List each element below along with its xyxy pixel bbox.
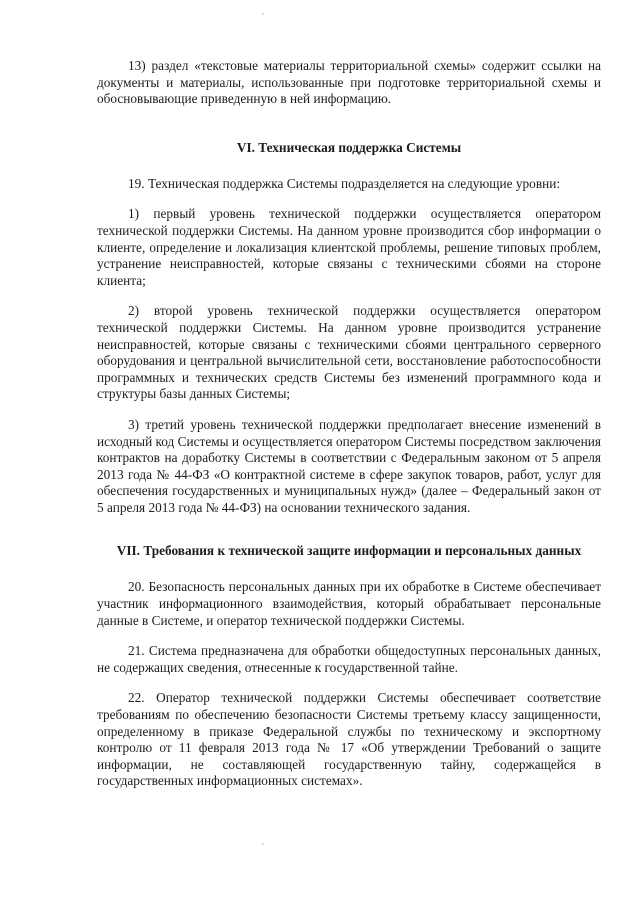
document-body	[97, 58, 601, 790]
paragraph-level-1: 1) первый уровень технической поддержки осуществляется оператором технической поддержки Системы. На данном уровне производится сбор информации о клиенте, определение и локализация клиентской проблемы, решение типовых проблем, устранение неисправностей, которые связаны с техническими сбоями на стороне клиента;	[97, 206, 601, 288]
section-7-heading: VII. Требования к технической защите информации и персональных данных	[116, 543, 582, 559]
paragraph-item-13: 13) раздел «текстовые материалы территориальной схемы» содержит ссылки на документы и материалы, использованные при подготовке территориальной схемы и обосновывающие приведенную в ней информацию.	[97, 58, 601, 107]
paragraph-level-2: 2) второй уровень технической поддержки осуществляется оператором технической поддержки Системы. На данном уровне производится устранение неисправностей, которые связаны с техническими сбоями центрального серверного оборудования и центральной вычислительной сети, восстановление работоспособности программных и технических средств Системы без изменений программного кода и структуры базы данных Системы;	[97, 303, 601, 402]
paragraph-item-19: 19. Техническая поддержка Системы подразделяется на следующие уровни:	[128, 175, 561, 191]
paragraph-item-20: 20. Безопасность персональных данных при их обработке в Системе обеспечивает участник информационного взаимодействия, который обрабатывает персональные данные в Системе, и оператор технической поддержки Системы.	[97, 579, 601, 628]
scan-dot	[262, 843, 264, 845]
section-6-heading: VI. Техническая поддержка Системы	[236, 139, 462, 155]
paragraph-item-21: 21. Система предназначена для обработки общедоступных персональных данных, не содержащих сведения, отнесенные к государственной тайне.	[97, 643, 601, 675]
paragraph-item-22: 22. Оператор технической поддержки Системы обеспечивает соответствие требованиям по обеспечению безопасности Системы третьему классу защищенности, определенному в приказе Федеральной службы по техническому и экспортному контролю от 11 февраля 2013 года № 17 «Об утверждении Требований о защите информации, не составляющей государственную тайну, содержащейся в государственных информационных системах».	[97, 690, 601, 789]
scan-dot	[262, 13, 264, 15]
paragraph-level-3: 3) третий уровень технической поддержки предполагает внесение изменений в исходный код Системы и осуществляется оператором Системы посредством заключения контрактов на доработку Системы в соответствии с Федеральным законом от 5 апреля 2013 года № 44-ФЗ «О контрактной системе в сфере закупок товаров, работ, услуг для обеспечения государственных и муниципальных нужд» (далее – Федеральный закон от 5 апреля 2013 года № 44-ФЗ) на основании технического задания.	[97, 416, 601, 515]
